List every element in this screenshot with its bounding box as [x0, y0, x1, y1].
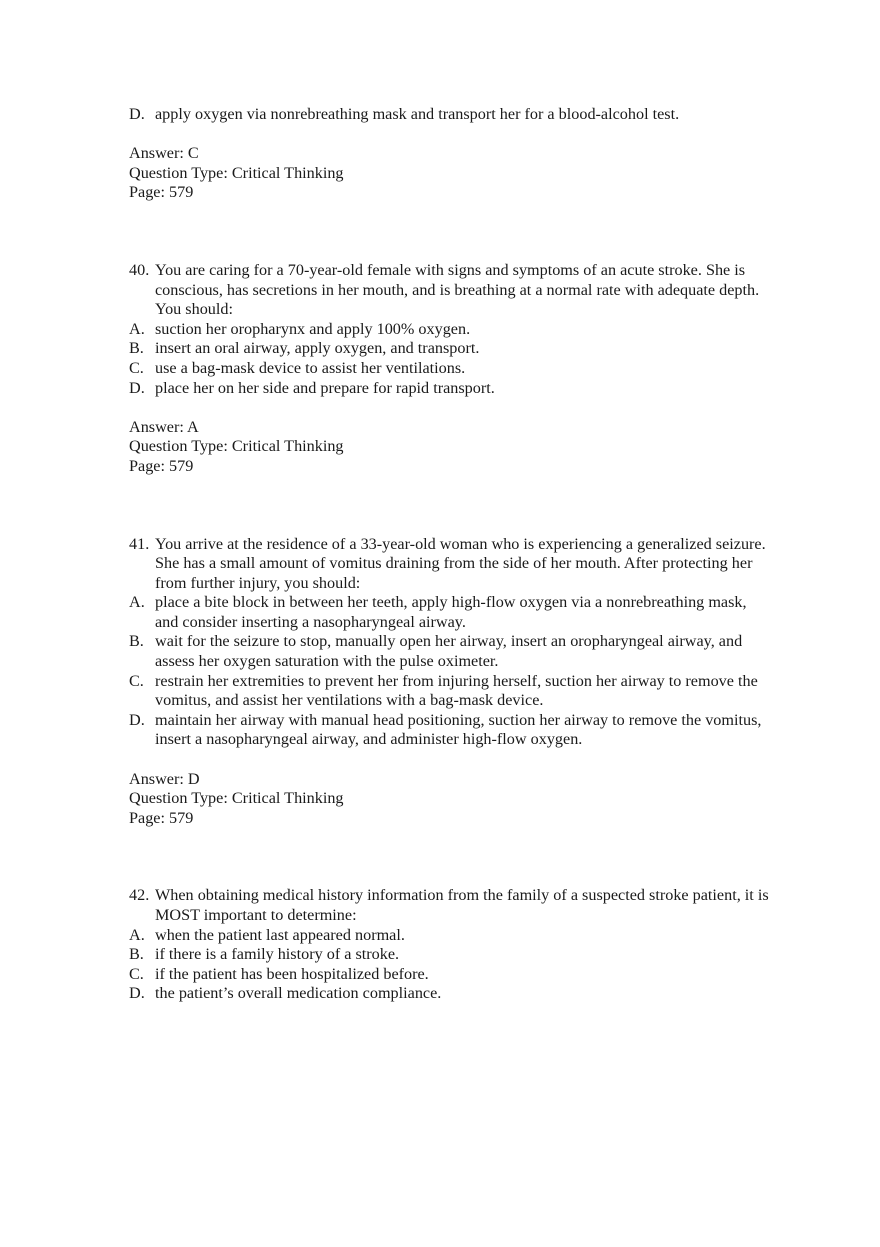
- page-ref-line: Page: 579: [129, 183, 194, 202]
- question-41: [129, 535, 769, 829]
- option-letter: D.: [129, 710, 145, 729]
- question-number: 41.: [129, 534, 150, 553]
- question-text: When obtaining medical history information from the family of a suspected stroke patient, it is MOST important to determine:: [155, 886, 769, 924]
- option-letter: C.: [129, 964, 144, 983]
- option-a: [129, 593, 769, 632]
- option-letter: D.: [129, 378, 145, 397]
- question-type-line: Question Type: Critical Thinking: [129, 163, 344, 182]
- option-text: place a bite block in between her teeth, apply high-flow oxygen via a nonrebreathing mask, and consider inserting a nasopharyngeal airway.: [155, 593, 747, 631]
- option-text: suction her oropharynx and apply 100% oxygen.: [155, 319, 471, 338]
- option-text: apply oxygen via nonrebreathing mask and transport her for a blood-alcohol test.: [155, 105, 680, 123]
- page-ref-line: Page: 579: [129, 808, 194, 827]
- option-letter: B.: [129, 945, 144, 964]
- option-letter: B.: [129, 632, 144, 651]
- option-d: [129, 984, 769, 1004]
- question-stem: [129, 886, 769, 925]
- option-text: restrain her extremities to prevent her from injuring herself, suction her airway to remove the vomitus, and assist her ventilations with a bag-mask device.: [155, 671, 758, 710]
- option-letter: A.: [129, 319, 145, 338]
- option-d-carryover: [129, 105, 769, 125]
- option-text: wait for the seizure to stop, manually open her airway, insert an oropharyngeal airway, and assess her oxygen saturation with the pulse oximeter.: [155, 632, 743, 671]
- option-letter: B.: [129, 339, 144, 358]
- question-stem: [129, 261, 769, 320]
- option-d: [129, 711, 769, 750]
- document-page: [129, 105, 769, 1004]
- option-a: [129, 926, 769, 946]
- option-text: insert an oral airway, apply oxygen, and transport.: [155, 339, 480, 358]
- option-letter: D.: [129, 984, 145, 1003]
- question-type-line: Question Type: Critical Thinking: [129, 437, 344, 456]
- option-text: maintain her airway with manual head positioning, suction her airway to remove the vomitus, insert a nasopharyngeal airway, and administer high-flow oxygen.: [155, 710, 762, 749]
- option-text: when the patient last appeared normal.: [155, 925, 405, 944]
- question-text: You are caring for a 70-year-old female with signs and symptoms of an acute stroke. She is conscious, has secretions in her mouth, and is breathing at a normal rate with adequate depth. You should:: [155, 260, 760, 319]
- option-text: use a bag-mask device to assist her ventilations.: [155, 358, 466, 377]
- option-c: [129, 672, 769, 711]
- option-letter: A.: [129, 593, 145, 612]
- option-letter: A.: [129, 925, 145, 944]
- question-42: [129, 886, 769, 1004]
- option-b: [129, 339, 769, 359]
- option-text: place her on her side and prepare for rapid transport.: [155, 378, 495, 397]
- question-stem: [129, 535, 769, 594]
- question-number: 42.: [129, 886, 150, 905]
- answer-line: Answer: A: [129, 417, 199, 436]
- option-d: [129, 379, 769, 399]
- option-text: if there is a family history of a stroke.: [155, 945, 400, 964]
- option-letter: D.: [129, 105, 145, 123]
- question-40: [129, 261, 769, 477]
- question-text: You arrive at the residence of a 33-year-old woman who is experiencing a generalized seizure. She has a small amount of vomitus draining from the side of her mouth. After protecting her from further injury, you should:: [155, 534, 766, 592]
- answer-line: Answer: D: [129, 769, 200, 788]
- option-b: [129, 632, 769, 671]
- answer-line: Answer: C: [129, 144, 199, 163]
- question-number: 40.: [129, 260, 150, 279]
- option-c: [129, 359, 769, 379]
- page-ref-line: Page: 579: [129, 456, 194, 475]
- option-letter: C.: [129, 358, 144, 377]
- question-type-line: Question Type: Critical Thinking: [129, 789, 344, 808]
- option-letter: C.: [129, 671, 144, 690]
- option-b: [129, 945, 769, 965]
- option-text: the patient’s overall medication compliance.: [155, 984, 442, 1003]
- option-text: if the patient has been hospitalized before.: [155, 964, 429, 983]
- option-a: [129, 320, 769, 340]
- option-c: [129, 965, 769, 985]
